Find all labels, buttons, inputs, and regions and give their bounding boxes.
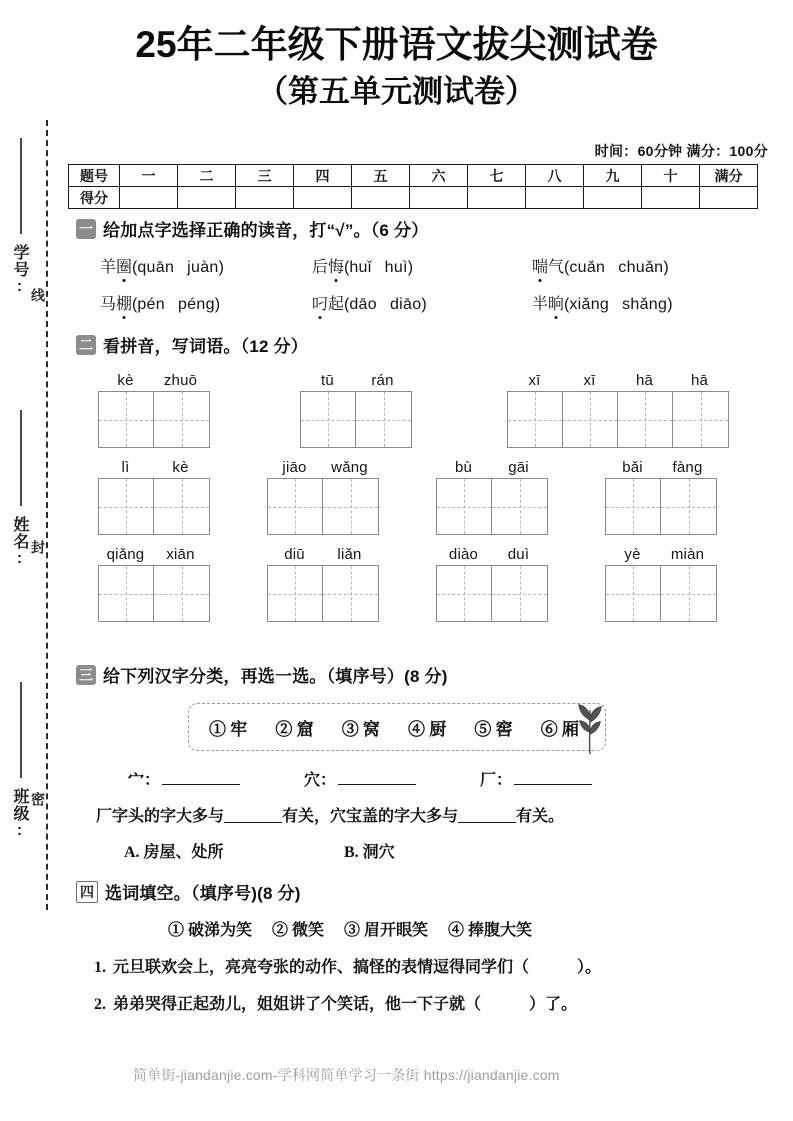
score-cell-6[interactable] [410, 187, 468, 209]
word-group-tu-ran [300, 371, 412, 448]
q1-item-6-word-pre: 半 [532, 296, 549, 313]
tianzige-cell[interactable] [301, 392, 356, 447]
tianzige-cell[interactable] [99, 392, 154, 447]
score-table-row-label-number: 题号 [69, 165, 120, 187]
tianzige-cell[interactable] [154, 479, 209, 534]
pinyin-syllable: liǎn [337, 546, 362, 563]
q1-item-5[interactable]: 叼起(dāo diāo) [312, 291, 532, 314]
answer-grid-ke-zhuo[interactable] [98, 391, 210, 448]
section-1-row-1 [76, 254, 776, 277]
seal-field-student-id [8, 138, 34, 296]
radical-blank-xue[interactable] [304, 767, 480, 790]
answer-grid-qiang-xian[interactable] [98, 565, 210, 622]
tianzige-cell[interactable] [154, 566, 209, 621]
seal-char-mi: 密 [30, 792, 46, 806]
section-3-word-bank [188, 703, 606, 751]
q1-item-3-word-post: 气 [548, 259, 565, 276]
seal-char-xian: 线 [30, 288, 46, 302]
seal-label-class: 班级: [11, 788, 28, 840]
tianzige-cell[interactable] [154, 392, 209, 447]
tianzige-cell[interactable] [99, 566, 154, 621]
section-4-word-bank-item-3[interactable]: ③ 眉开眼笑 [344, 922, 429, 939]
q1-item-1-option-a[interactable]: quān [137, 259, 175, 276]
seal-label-student-id: 学号: [11, 244, 28, 296]
score-cell-5[interactable] [352, 187, 410, 209]
seal-label-name: 姓名: [11, 516, 28, 568]
section-2-grid-rows [76, 371, 776, 622]
score-cell-8[interactable] [526, 187, 584, 209]
answer-grid-li-ke[interactable] [98, 478, 210, 535]
word-group-qiang-xian [98, 545, 210, 622]
word-bank-item-1[interactable]: ① 牢 [209, 719, 248, 739]
section-2-row-2 [76, 458, 776, 535]
score-table-col-8: 八 [526, 165, 584, 187]
question-2-text-before: 弟弟哭得正起劲儿，姐姐讲了个笑话，他一下子就（ [113, 996, 482, 1013]
pinyin-syllable: hā [690, 372, 709, 389]
page-title [0, 22, 793, 113]
section-4-question-2 [94, 991, 776, 1014]
section-3-heading [76, 662, 776, 687]
radical-answer-line-xue[interactable] [338, 770, 416, 785]
section-2-row-1 [76, 371, 776, 448]
score-table-col-2: 二 [178, 165, 236, 187]
q1-item-1[interactable]: 羊圈(quān juàn) [100, 254, 312, 277]
score-cell-4[interactable] [294, 187, 352, 209]
tianzige-cell[interactable] [563, 392, 618, 447]
section-4 [76, 879, 776, 1014]
score-table-col-9: 九 [584, 165, 642, 187]
pinyin-syllable: qiǎng [106, 546, 145, 563]
section-3-badge: 三 [76, 665, 96, 685]
seal-char-column [32, 120, 48, 910]
q1-item-3-option-b[interactable]: chuǎn [618, 259, 664, 276]
pinyin-syllable: hā [635, 372, 654, 389]
sentence-blank-2[interactable] [458, 809, 516, 823]
tianzige-cell[interactable] [323, 479, 378, 534]
tianzige-cell[interactable] [268, 479, 323, 534]
q1-item-2[interactable]: 后悔(huǐ huì) [312, 254, 532, 277]
pinyin-ke-zhuo [98, 371, 210, 391]
word-bank-item-2[interactable]: ② 窟 [275, 719, 314, 739]
seal-char-feng: 封 [30, 540, 46, 554]
score-cell-2[interactable] [178, 187, 236, 209]
pinyin-tu-ran [300, 371, 412, 391]
answer-grid-tu-ran[interactable] [300, 391, 412, 448]
seal-sidebar [0, 120, 62, 910]
section-2 [76, 332, 776, 632]
section-3-word-bank-items [189, 704, 605, 750]
section-2-row-3 [76, 545, 776, 622]
tianzige-cell[interactable] [618, 392, 673, 447]
pinyin-syllable: kè [172, 459, 189, 476]
seal-rule-name [20, 410, 22, 506]
section-2-badge: 二 [76, 335, 96, 355]
q1-item-5-option-b[interactable]: diāo [389, 296, 422, 313]
tianzige-cell[interactable] [661, 479, 716, 534]
sentence-blank-1[interactable] [224, 809, 282, 823]
answer-grid-bai-fang[interactable] [605, 478, 717, 535]
seal-rule-student-id [20, 138, 22, 234]
word-bank-item-5[interactable]: ⑤ 窖 [474, 719, 513, 739]
pinyin-bu-gai [436, 458, 548, 478]
score-cell-1[interactable] [120, 187, 178, 209]
pinyin-syllable: kè [117, 372, 134, 389]
word-group-jiao-wang [267, 458, 379, 535]
word-group-ke-zhuo [98, 371, 210, 448]
word-group-ye-mian [605, 545, 717, 622]
q1-item-1-word-pre: 羊 [100, 259, 117, 276]
pinyin-syllable: bǎi [622, 459, 643, 476]
q1-item-3[interactable]: 喘气(cuǎn chuǎn) [532, 254, 669, 277]
tianzige-cell[interactable] [99, 479, 154, 534]
section-2-title: 看拼音，写词语。（12 分） [103, 337, 308, 356]
radical-label-mian: 宀： [128, 772, 161, 789]
pinyin-syllable: xī [528, 372, 541, 389]
pinyin-syllable: xiān [166, 546, 195, 563]
tianzige-cell[interactable] [268, 566, 323, 621]
pinyin-bai-fang [605, 458, 717, 478]
word-bank-item-6[interactable]: ⑥ 厢 [540, 719, 579, 739]
word-group-xi-xi-ha-ha [507, 371, 729, 448]
radical-answer-line-mian[interactable] [162, 770, 240, 785]
q1-item-5-word-post: 起 [328, 296, 345, 313]
pinyin-syllable: fàng [672, 459, 703, 476]
pinyin-syllable: miàn [670, 546, 705, 563]
pinyin-xi-xi-ha-ha [507, 371, 729, 391]
pinyin-syllable: diū [284, 546, 305, 563]
question-1-text-before: 元旦联欢会上，亮亮夸张的动作、搞怪的表情逗得同学们（ [113, 959, 530, 976]
section-4-word-bank-item-1[interactable]: ① 破涕为笑 [168, 922, 253, 939]
pinyin-syllable: zhuō [163, 372, 198, 389]
pinyin-syllable: yè [624, 546, 641, 563]
footer-watermark: 简单街-jiandanjie.com-学科网简单学习一条街 https://jiandanjie.com [133, 1067, 560, 1083]
section-1-title: 给加点字选择正确的读音，打“√”。（6 分） [103, 221, 429, 240]
sentence-part-3: 有关。 [516, 808, 565, 825]
section-3-fill-sentence [96, 803, 776, 826]
score-table-col-5: 五 [352, 165, 410, 187]
section-1-badge: 一 [76, 219, 96, 239]
q1-item-6-option-a[interactable]: xiǎng [569, 296, 610, 313]
q1-item-6-option-b[interactable]: shǎng [622, 296, 668, 313]
answer-grid-xi-xi-ha-ha[interactable] [507, 391, 729, 448]
pinyin-qiang-xian [98, 545, 210, 565]
title-line-2: （第五单元测试卷） [257, 74, 536, 109]
radical-blank-chang[interactable] [480, 767, 656, 790]
section-3 [76, 662, 776, 862]
q1-item-5-option-a[interactable]: dāo [349, 296, 377, 313]
answer-grid-jiao-wang[interactable] [267, 478, 379, 535]
word-group-diu-lian [267, 545, 379, 622]
exam-meta-info: 时间：60分钟 满分：100分 [594, 143, 768, 159]
tianzige-cell[interactable] [492, 479, 547, 534]
score-cell-10[interactable] [642, 187, 700, 209]
section-2-heading [76, 332, 776, 357]
score-cell-7[interactable] [468, 187, 526, 209]
section-1-row-2 [76, 291, 776, 314]
tianzige-cell[interactable] [323, 566, 378, 621]
q1-item-3-dotted-char: 喘 [532, 254, 548, 277]
section-4-title: 选词填空。（填序号)(8 分) [105, 884, 301, 903]
tianzige-cell[interactable] [673, 392, 728, 447]
radical-label-xue: 穴： [304, 772, 337, 789]
score-cell-9[interactable] [584, 187, 642, 209]
title-line-1: 25年二年级下册语文拔尖测试卷 [135, 24, 658, 65]
answer-grid-diao-dui[interactable] [436, 565, 548, 622]
pinyin-syllable: tū [321, 372, 334, 389]
section-1-items [76, 254, 776, 314]
tianzige-cell[interactable] [606, 479, 661, 534]
score-cell-total[interactable] [700, 187, 758, 209]
tianzige-cell[interactable] [661, 566, 716, 621]
pinyin-syllable: xī [583, 372, 596, 389]
pinyin-ye-mian [605, 545, 717, 565]
word-bank-item-4[interactable]: ④ 厨 [408, 719, 447, 739]
pinyin-syllable: lì [121, 459, 130, 476]
seal-field-class [8, 682, 34, 840]
q1-item-2-word-pre: 后 [312, 259, 329, 276]
score-table-col-1: 一 [120, 165, 178, 187]
q1-item-4-option-a[interactable]: pén [137, 296, 165, 313]
radical-label-chang: 厂： [480, 772, 513, 789]
score-table-col-4: 四 [294, 165, 352, 187]
pinyin-syllable: wǎng [331, 459, 368, 476]
tianzige-cell[interactable] [508, 392, 563, 447]
pinyin-syllable: rán [371, 372, 394, 389]
q1-item-4[interactable]: 马棚(pén péng) [100, 291, 312, 314]
word-group-bai-fang [605, 458, 717, 535]
question-1-number: 1. [94, 959, 106, 976]
question-1-text-after: ）。 [577, 959, 602, 976]
score-table-row-label-score: 得分 [69, 187, 120, 209]
q1-item-2-option-b[interactable]: huì [384, 259, 408, 276]
q1-item-3-option-a[interactable]: cuǎn [569, 259, 606, 276]
section-4-question-1 [94, 954, 776, 977]
pinyin-syllable: bù [454, 459, 473, 476]
pinyin-syllable: duì [507, 546, 530, 563]
q1-item-6[interactable]: 半晌(xiǎng shǎng) [532, 291, 673, 314]
section-4-badge: 四 [76, 881, 98, 903]
score-table-col-10: 十 [642, 165, 700, 187]
q1-item-4-dotted-char: 棚 [116, 291, 132, 314]
word-group-li-ke [98, 458, 210, 535]
q1-item-1-dotted-char: 圈 [116, 254, 132, 277]
answer-grid-diu-lian[interactable] [267, 565, 379, 622]
pinyin-li-ke [98, 458, 210, 478]
score-table-col-total: 满分 [700, 165, 758, 187]
section-1 [76, 216, 776, 328]
word-bank-item-3[interactable]: ③ 窝 [341, 719, 380, 739]
section-3-option-b[interactable]: B. 洞穴 [344, 844, 395, 861]
q1-item-2-option-a[interactable]: huǐ [349, 259, 372, 276]
score-table-col-3: 三 [236, 165, 294, 187]
pinyin-diu-lian [267, 545, 379, 565]
q1-item-6-dotted-char: 晌 [548, 291, 564, 314]
sentence-part-2: 有关，穴宝盖的字大多与 [282, 808, 459, 825]
section-3-options [124, 839, 776, 862]
question-1-answer-blank[interactable] [529, 959, 577, 976]
section-4-word-bank-item-4[interactable]: ④ 捧腹大笑 [448, 922, 533, 939]
section-4-heading [76, 879, 776, 904]
section-4-word-bank [168, 917, 776, 940]
pinyin-syllable: gāi [508, 459, 529, 476]
question-2-answer-blank[interactable] [481, 996, 529, 1013]
score-table [68, 164, 758, 209]
word-group-bu-gai [436, 458, 548, 535]
q1-item-5-dotted-char: 叼 [312, 291, 328, 314]
tianzige-cell[interactable] [437, 566, 492, 621]
q1-item-4-option-b[interactable]: péng [177, 296, 215, 313]
tianzige-cell[interactable] [606, 566, 661, 621]
score-table-col-6: 六 [410, 165, 468, 187]
q1-item-1-option-b[interactable]: juàn [187, 259, 219, 276]
seal-rule-class [20, 682, 22, 778]
section-1-heading [76, 216, 776, 241]
q1-item-2-dotted-char: 悔 [328, 254, 344, 277]
radical-blank-mian[interactable] [128, 767, 304, 790]
tianzige-cell[interactable] [492, 566, 547, 621]
sentence-part-1: 厂字头的字大多与 [96, 808, 225, 825]
tianzige-cell[interactable] [356, 392, 411, 447]
answer-grid-ye-mian[interactable] [605, 565, 717, 622]
section-3-option-a[interactable]: A. 房屋、处所 [124, 844, 224, 861]
section-3-radical-blanks [128, 767, 776, 790]
score-table-header-row [69, 165, 758, 187]
section-3-title: 给下列汉字分类，再选一选。（填序号）(8 分) [103, 667, 448, 686]
question-2-text-after: ）了。 [529, 996, 578, 1013]
pinyin-syllable: jiāo [282, 459, 307, 476]
tianzige-cell[interactable] [437, 479, 492, 534]
section-4-word-bank-item-2[interactable]: ② 微笑 [272, 922, 325, 939]
score-table-col-7: 七 [468, 165, 526, 187]
pinyin-jiao-wang [267, 458, 379, 478]
answer-grid-bu-gai[interactable] [436, 478, 548, 535]
score-cell-3[interactable] [236, 187, 294, 209]
pinyin-syllable: diào [448, 546, 479, 563]
q1-item-4-word-pre: 马 [100, 296, 117, 313]
score-table-score-row [69, 187, 758, 209]
word-group-diao-dui [436, 545, 548, 622]
radical-answer-line-chang[interactable] [514, 770, 592, 785]
question-2-number: 2. [94, 996, 106, 1013]
pinyin-diao-dui [436, 545, 548, 565]
